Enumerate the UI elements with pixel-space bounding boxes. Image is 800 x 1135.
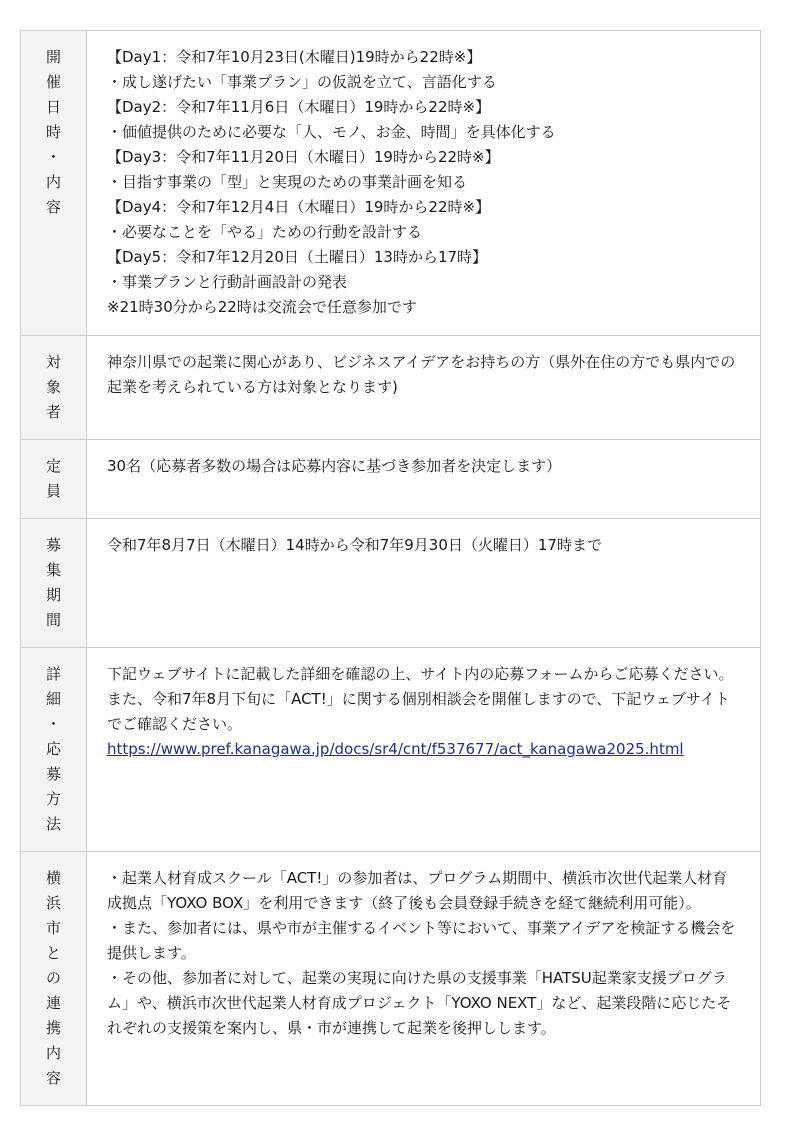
capacity-text: 30名（応募者多数の場合は応募内容に基づき参加者を決定します） bbox=[107, 457, 562, 475]
schedule-line: 【Day2：令和7年11月6日（木曜日）19時から22時※】 bbox=[107, 98, 491, 116]
consultation-text: また、令和7年8月下旬に「ACT!」に関する個別相談会を開催しますので、下記ウェブサイトでご確認ください。 bbox=[107, 690, 730, 733]
link-line bbox=[107, 737, 738, 762]
label-char: 内 bbox=[45, 173, 61, 191]
row-content bbox=[87, 440, 761, 518]
row-content bbox=[87, 31, 761, 335]
table-row-schedule bbox=[21, 31, 761, 336]
row-content bbox=[87, 336, 761, 439]
schedule-line: ・成し遂げたい「事業プラン」の仮説を立て、言語化する bbox=[107, 73, 497, 91]
collaboration-paragraph: ・また、参加者には、県や市が主催するイベント等において、事業アイデアを検証する機会を提供します。 bbox=[107, 919, 736, 962]
info-table bbox=[20, 30, 761, 1106]
label-char: 対 bbox=[45, 353, 61, 371]
label-char: 応 bbox=[45, 740, 61, 758]
table-row-period bbox=[21, 519, 761, 648]
label-char: 集 bbox=[45, 561, 61, 579]
label-char: 浜 bbox=[45, 894, 61, 912]
table-row-collaboration bbox=[21, 852, 761, 1106]
label-char: 容 bbox=[45, 198, 61, 216]
row-label bbox=[21, 440, 87, 518]
row-label bbox=[21, 336, 87, 439]
label-char: 開 bbox=[45, 48, 61, 66]
row-label bbox=[21, 852, 87, 1105]
row-content bbox=[87, 648, 761, 851]
label-char: 容 bbox=[45, 1069, 61, 1087]
schedule-line: 【Day3：令和7年11月20日（木曜日）19時から22時※】 bbox=[107, 148, 500, 166]
schedule-line: ・必要なことを「やる」ための行動を設計する bbox=[107, 223, 423, 241]
row-label bbox=[21, 519, 87, 647]
label-char: ・ bbox=[45, 148, 61, 166]
schedule-line: ・事業プランと行動計画設計の発表 bbox=[107, 273, 348, 291]
schedule-line: ※21時30分から22時は交流会で任意参加です bbox=[107, 298, 417, 316]
label-char: 細 bbox=[45, 690, 61, 708]
label-char: 象 bbox=[45, 378, 61, 396]
schedule-line: ・目指す事業の「型」と実現のための事業計画を知る bbox=[107, 173, 468, 191]
website-link[interactable]: https://www.pref.kanagawa.jp/docs/sr4/cnt/f537677/act_kanagawa2025.html bbox=[107, 740, 684, 758]
label-char: の bbox=[45, 969, 61, 987]
collaboration-paragraph: ・起業人材育成スクール「ACT!」の参加者は、プログラム期間中、横浜市次世代起業人材育成拠点「YOXO BOX」を利用できます（終了後も会員登録手続きを経て継続利用可能）。 bbox=[107, 869, 728, 912]
schedule-line: 【Day1：令和7年10月23日(木曜日)19時から22時※】 bbox=[107, 48, 482, 66]
schedule-line: ・価値提供のために必要な「人、モノ、お金、時間」を具体化する bbox=[107, 123, 556, 141]
label-char: 定 bbox=[45, 457, 61, 475]
row-label bbox=[21, 648, 87, 851]
label-char: 時 bbox=[45, 123, 61, 141]
label-char: 日 bbox=[45, 98, 61, 116]
label-char: 携 bbox=[45, 1019, 61, 1037]
table-row-application bbox=[21, 648, 761, 852]
label-char: ・ bbox=[45, 715, 61, 733]
label-char: と bbox=[45, 944, 61, 962]
schedule-line: 【Day5：令和7年12月20日（土曜日）13時から17時】 bbox=[107, 248, 488, 266]
schedule-line: 【Day4：令和7年12月4日（木曜日）19時から22時※】 bbox=[107, 198, 491, 216]
row-label bbox=[21, 31, 87, 335]
label-char: 催 bbox=[45, 73, 61, 91]
row-content bbox=[87, 519, 761, 647]
table-row-capacity bbox=[21, 440, 761, 519]
label-char: 者 bbox=[45, 403, 61, 421]
label-char: 間 bbox=[45, 611, 61, 629]
application-text: 下記ウェブサイトに記載した詳細を確認の上、サイト内の応募フォームからご応募ください。 bbox=[107, 665, 734, 683]
label-char: 期 bbox=[45, 586, 61, 604]
label-char: 方 bbox=[45, 790, 61, 808]
period-text: 令和7年8月7日（木曜日）14時から令和7年9月30日（火曜日）17時まで bbox=[107, 536, 602, 554]
label-char: 横 bbox=[45, 869, 61, 887]
label-char: 募 bbox=[45, 765, 61, 783]
label-char: 詳 bbox=[45, 665, 61, 683]
label-char: 員 bbox=[45, 482, 61, 500]
label-char: 内 bbox=[45, 1044, 61, 1062]
label-char: 募 bbox=[45, 536, 61, 554]
label-char: 市 bbox=[45, 919, 61, 937]
table-row-target bbox=[21, 336, 761, 440]
label-char: 連 bbox=[45, 994, 61, 1012]
target-text: 神奈川県での起業に関心があり、ビジネスアイデアをお持ちの方（県外在住の方でも県内での起業を考えられている方は対象となります) bbox=[107, 353, 736, 396]
row-content bbox=[87, 852, 761, 1105]
collaboration-paragraph: ・その他、参加者に対して、起業の実現に向けた県の支援事業「HATSU起業家支援プログラム」や、横浜市次世代起業人材育成プロジェクト「YOXO NEXT」など、起業段階に応じたそれぞれの支援策を案内し、県・市が連携して起業を後押しします。 bbox=[107, 969, 732, 1037]
label-char: 法 bbox=[45, 815, 61, 833]
